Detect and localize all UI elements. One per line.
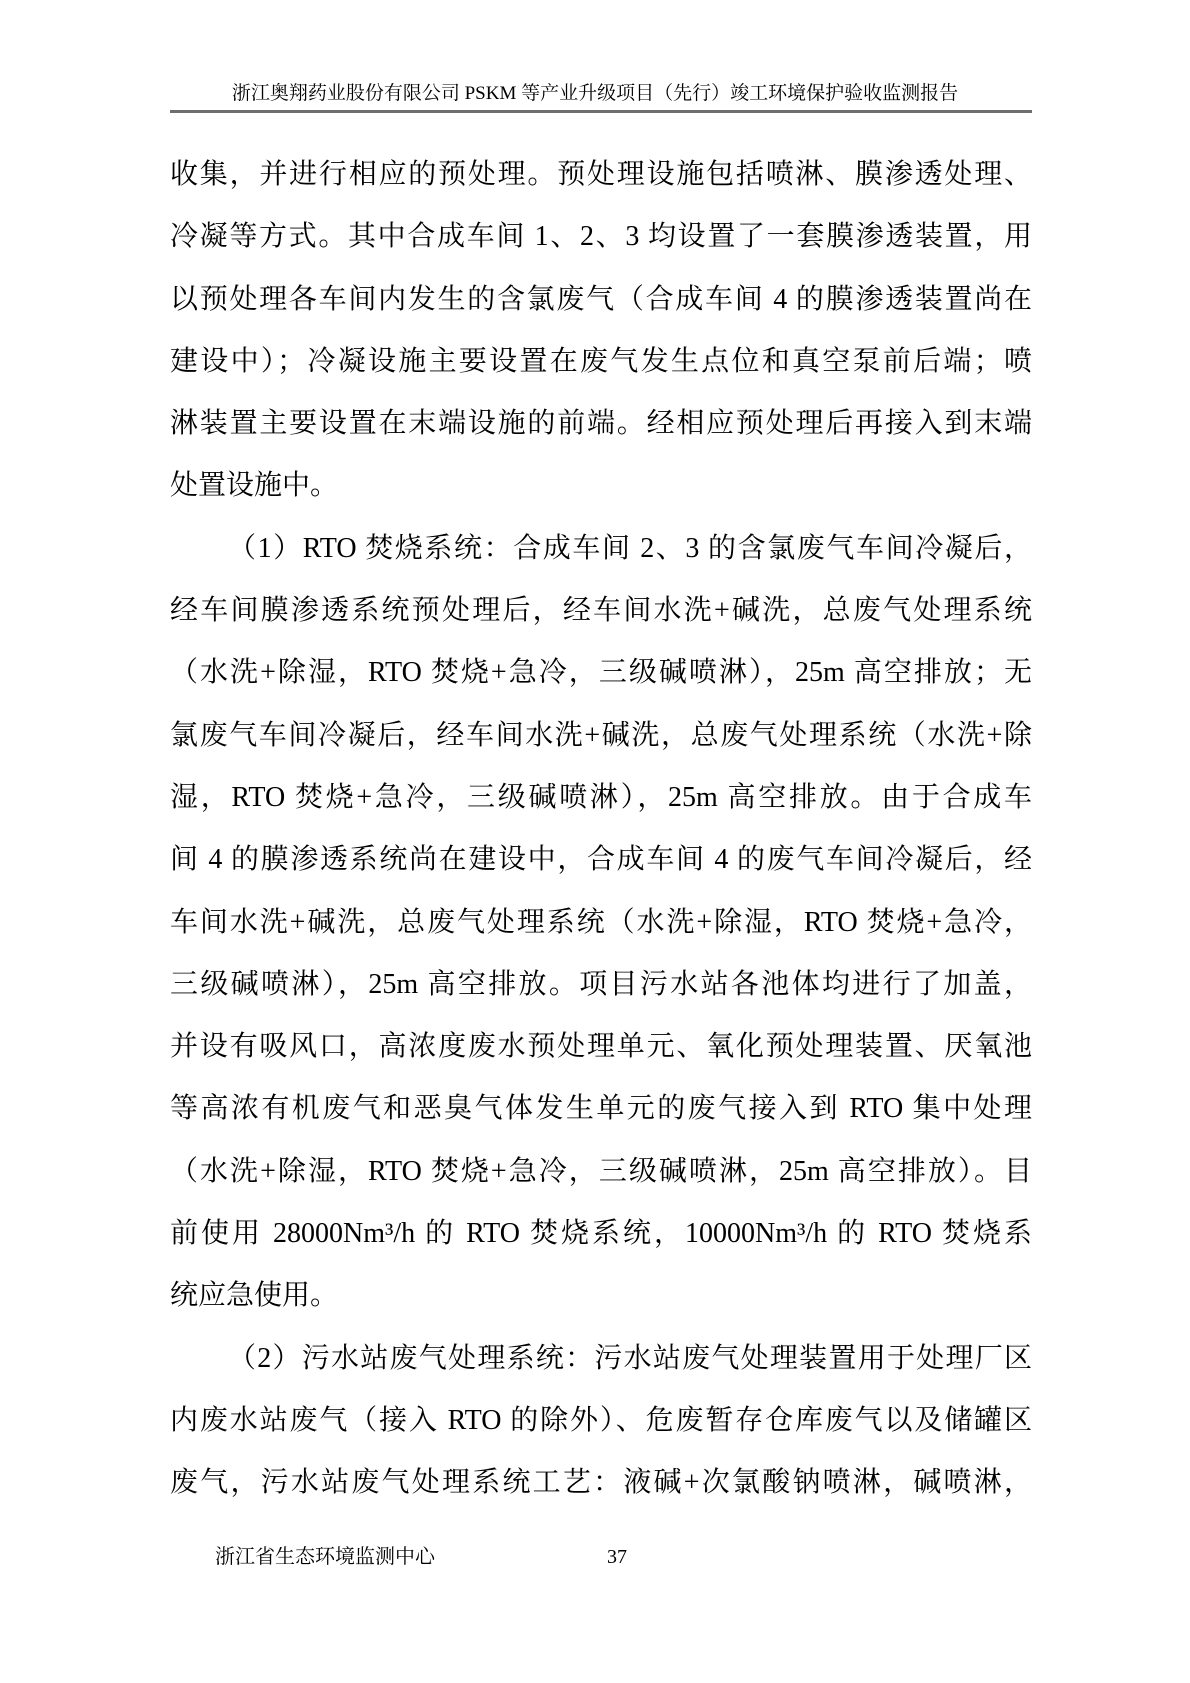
body-line: 废气，污水站废气处理系统工艺：液碱+次氯酸钠喷淋，碱喷淋，: [170, 1467, 1032, 1499]
body-line: 间 4 的膜渗透系统尚在建设中，合成车间 4 的废气车间冷凝后，经: [170, 844, 1032, 876]
body-line: 三级碱喷淋），25m 高空排放。项目污水站各池体均进行了加盖，: [170, 968, 1032, 1000]
header-rule-divider: [170, 110, 1032, 113]
body-line: 冷凝等方式。其中合成车间 1、2、3 均设置了一套膜渗透装置，用: [170, 221, 1032, 253]
body-line: 处置设施中。: [170, 470, 339, 502]
body-line: 内废水站废气（接入 RTO 的除外）、危废暂存仓库废气以及储罐区: [170, 1404, 1032, 1436]
body-line: 车间水洗+碱洗，总废气处理系统（水洗+除湿，RTO 焚烧+急冷，: [170, 906, 1032, 938]
body-line: 并设有吸风口，高浓度废水预处理单元、氧化预处理装置、厌氧池: [170, 1031, 1032, 1063]
body-line: 统应急使用。: [170, 1280, 339, 1312]
body-line: （水洗+除湿，RTO 焚烧+急冷，三级碱喷淋，25m 高空排放）。目: [170, 1155, 1032, 1187]
body-line: 淋装置主要设置在末端设施的前端。经相应预处理后再接入到末端: [170, 408, 1032, 440]
footer-page-number: 37: [607, 1546, 627, 1568]
body-line: 建设中）；冷凝设施主要设置在废气发生点位和真空泵前后端；喷: [170, 345, 1032, 377]
body-line: （水洗+除湿，RTO 焚烧+急冷，三级碱喷淋），25m 高空排放；无: [170, 657, 1032, 689]
document-body: [170, 144, 1032, 1515]
body-line: 氯废气车间冷凝后，经车间水洗+碱洗，总废气处理系统（水洗+除: [170, 719, 1032, 751]
page-footer: [170, 1544, 1032, 1574]
body-line: 等高浓有机废气和恶臭气体发生单元的废气接入到 RTO 集中处理: [170, 1093, 1032, 1125]
page-header-title: 浙江奥翔药业股份有限公司 PSKM 等产业升级项目（先行）竣工环境保护验收监测报告: [231, 83, 959, 104]
body-line: 收集，并进行相应的预处理。预处理设施包括喷淋、膜渗透处理、: [170, 159, 1032, 190]
body-line-paragraph-start: （2）污水站废气处理系统：污水站废气处理装置用于处理厂区: [228, 1342, 1032, 1374]
body-line-paragraph-start: （1）RTO 焚烧系统：合成车间 2、3 的含氯废气车间冷凝后，: [228, 532, 1032, 564]
body-line: 湿，RTO 焚烧+急冷，三级碱喷淋），25m 高空排放。由于合成车: [170, 781, 1032, 813]
body-line: 前使用 28000Nm³/h 的 RTO 焚烧系统，10000Nm³/h 的 RTO 焚烧系: [170, 1218, 1032, 1250]
body-line: 经车间膜渗透系统预处理后，经车间水洗+碱洗，总废气处理系统: [170, 595, 1032, 627]
body-line: 以预处理各车间内发生的含氯废气（合成车间 4 的膜渗透装置尚在: [170, 283, 1032, 315]
footer-organization: 浙江省生态环境监测中心: [215, 1546, 435, 1568]
